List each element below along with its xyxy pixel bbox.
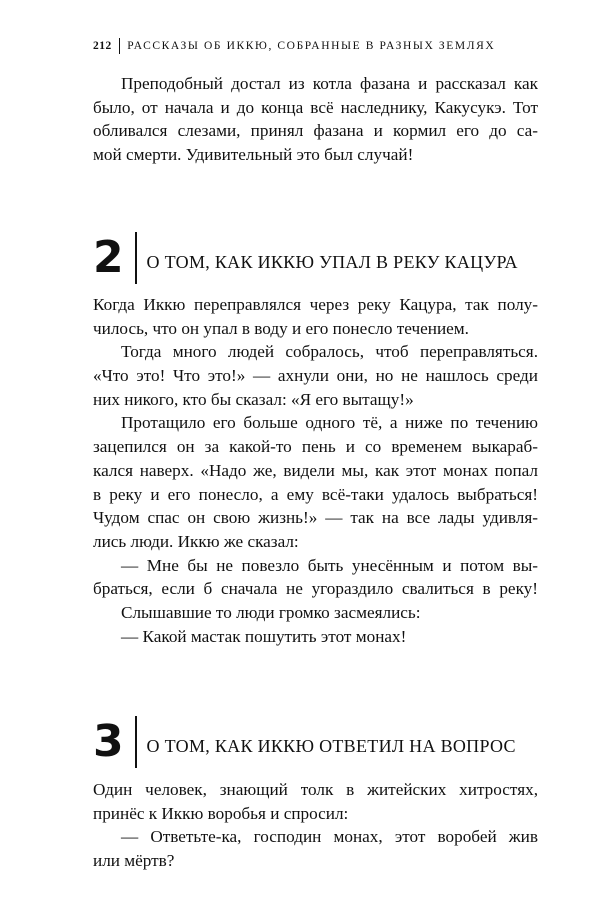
chapter-title: О ТОМ, КАК ИККЮ УПАЛ В РЕКУ КАЦУРА — [146, 251, 518, 272]
heading-divider — [135, 716, 137, 768]
intro-paragraph — [93, 72, 538, 167]
chapter-2-text — [93, 293, 538, 648]
text-line: Протащило его больше одного тё, а ниже по течению — [121, 413, 538, 433]
text-line: них никого, кто бы сказал: «Я его вытащу!» — [93, 389, 414, 409]
text-line: Когда Иккю переправлялся через реку Кацура, так полу- — [93, 295, 538, 314]
text-line: — Мне бы не повезло быть унесённым и потом вы- — [121, 555, 538, 575]
running-header — [93, 38, 538, 54]
chapter-2-heading — [93, 232, 518, 284]
text-line: Тогда много людей собралось, чтоб переправляться. — [121, 342, 538, 362]
text-line: принёс к Иккю воробья и спросил: — [93, 803, 349, 823]
text-line: — Какой мастак пошутить этот монах! — [121, 626, 407, 646]
text-line: Чудом спас он свою жизнь!» — так на все лады удивля- — [93, 508, 538, 528]
text-line: Преподобный достал из котла фазана и рассказал как — [121, 74, 538, 93]
running-title: РАССКАЗЫ ОБ ИККЮ, СОБРАННЫЕ В РАЗНЫХ ЗЕМЛЯХ — [127, 40, 496, 52]
text-line: обливался слезами, принял фазана и кормил его до са- — [93, 121, 538, 141]
chapter-3-text — [93, 778, 538, 873]
text-line: в реку и его понесло, а ему всё-таки удалось выбраться! — [93, 484, 538, 504]
header-divider — [119, 38, 121, 54]
text-line: зацепился он за какой-то пень и со временем выкараб- — [93, 437, 538, 457]
page-number: 212 — [93, 40, 112, 52]
text-line: браться, если б сначала не угораздило свалиться в реку! — [93, 579, 538, 599]
text-line: было, от начала и до конца всё наследнику, Какусукэ. Тот — [93, 97, 538, 117]
text-line: Слышавшие то люди громко засмеялись: — [121, 602, 421, 622]
heading-divider — [135, 232, 137, 284]
text-line: лись люди. Иккю же сказал: — [93, 531, 299, 551]
text-line: Один человек, знающий толк в житейских хитростях, — [93, 780, 538, 799]
chapter-title: О ТОМ, КАК ИККЮ ОТВЕТИЛ НА ВОПРОС — [146, 735, 516, 756]
chapter-number: 3 — [93, 716, 124, 767]
text-line: мой смерти. Удивительный это был случай! — [93, 145, 414, 165]
chapter-3-heading — [93, 716, 516, 768]
chapter-number: 2 — [93, 232, 124, 283]
text-line: или мёртв? — [93, 851, 175, 871]
text-line: кался наверх. «Надо же, видели мы, как этот монах попал — [93, 460, 538, 480]
text-line: — Ответьте-ка, господин монах, этот воробей жив — [121, 827, 538, 847]
text-line: чилось, что он упал в воду и его понесло течением. — [93, 318, 469, 338]
text-line: «Что это! Что это!» — ахнули они, но не нашлось среди — [93, 366, 538, 386]
